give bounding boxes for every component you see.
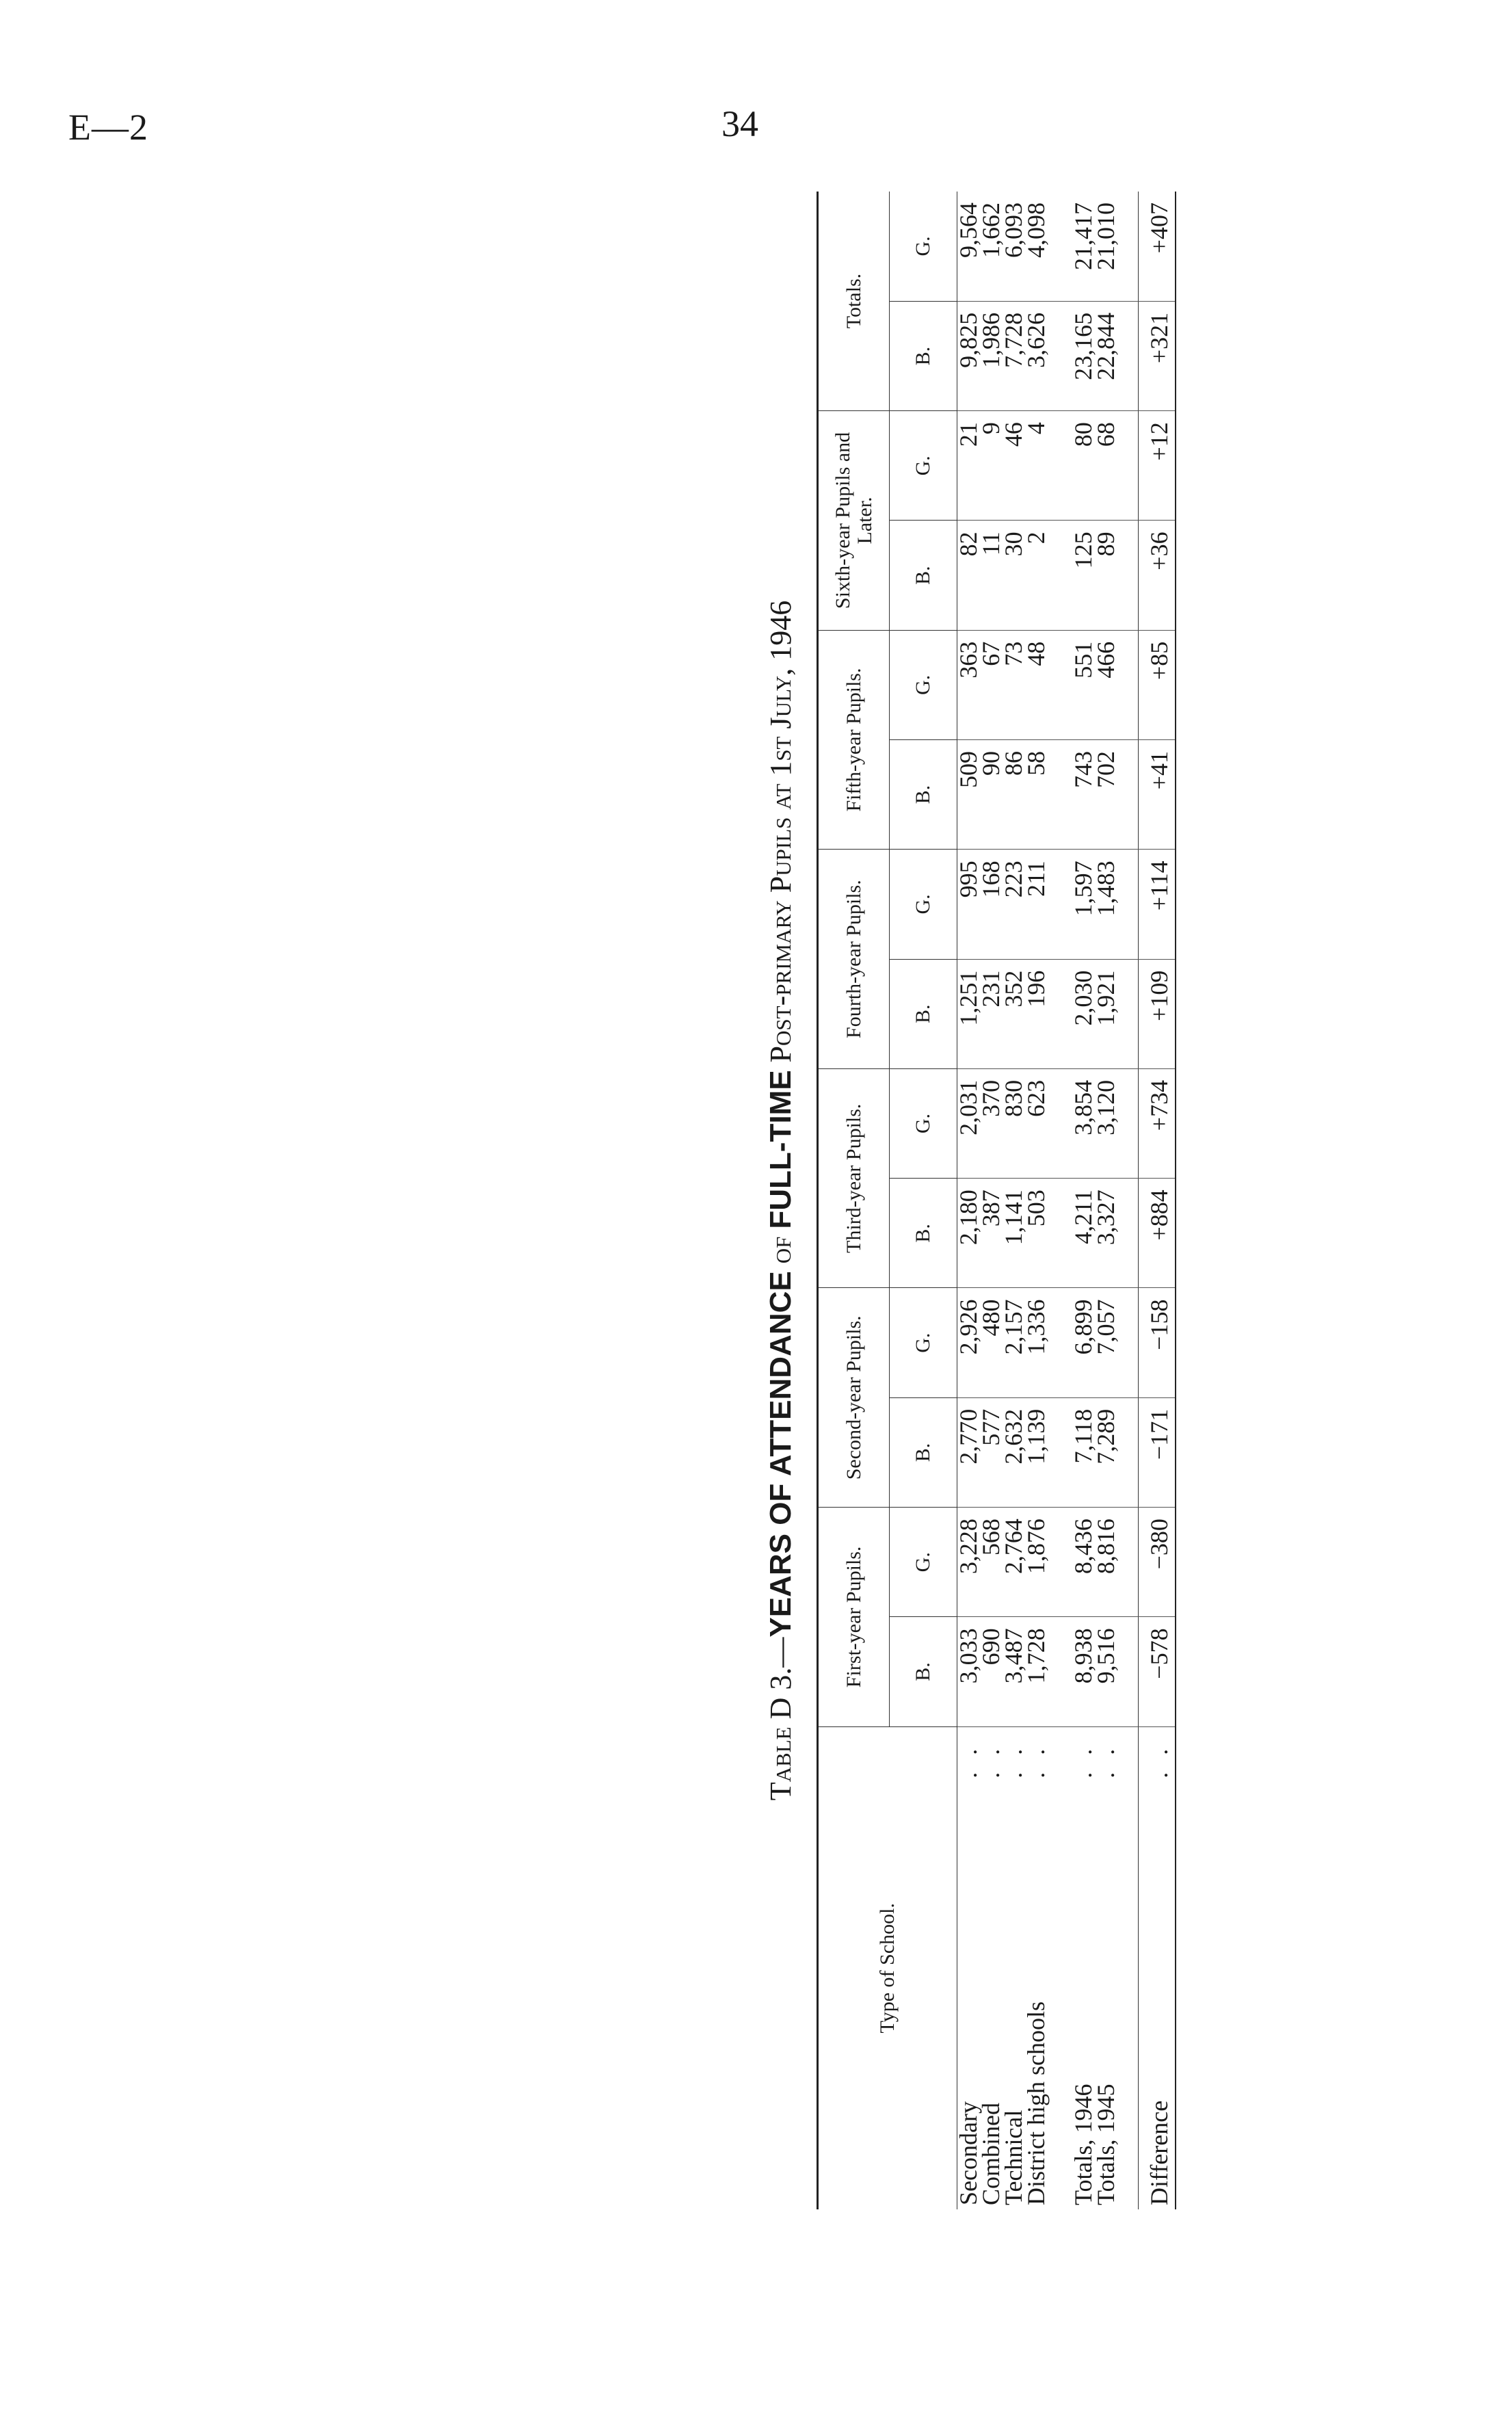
value-cell: +41 xyxy=(1139,740,1176,850)
value-cell: 58 xyxy=(1025,740,1048,850)
table-body xyxy=(957,192,1176,2209)
school-type-label: Difference xyxy=(1145,2100,1173,2205)
value-cell: 551 xyxy=(1068,630,1095,739)
page-reference: E—2 xyxy=(68,107,148,148)
value-cell: 211 xyxy=(1025,850,1048,959)
group-header: Totals. xyxy=(818,192,890,411)
table-title-prefix: Table D 3.— xyxy=(764,1637,797,1801)
girls-header: G. xyxy=(890,850,957,959)
value-cell: 1,597 xyxy=(1068,850,1095,959)
value-cell: 80 xyxy=(1068,411,1095,521)
table-title-of: of xyxy=(764,1228,797,1272)
value-cell: 995 xyxy=(957,850,981,959)
value-cell: 9 xyxy=(980,411,1003,521)
boys-header: B. xyxy=(890,740,957,850)
attendance-table xyxy=(817,192,1176,2209)
value-cell: 21,010 xyxy=(1095,192,1117,301)
value-cell: 568 xyxy=(980,1508,1003,1617)
girls-header: G. xyxy=(890,1068,957,1178)
girls-header: G. xyxy=(890,411,957,521)
spacer-cell xyxy=(1117,1397,1139,1507)
spacer-cell xyxy=(1048,850,1068,959)
spacer-cell xyxy=(1048,1397,1068,1507)
leader-dots: . . xyxy=(955,1743,982,1778)
value-cell: 480 xyxy=(980,1288,1003,1397)
spacer-cell xyxy=(1117,411,1139,521)
table-row xyxy=(1139,192,1176,2209)
value-cell: 21,417 xyxy=(1068,192,1095,301)
value-cell: 2,180 xyxy=(957,1179,981,1288)
boys-header: B. xyxy=(890,1397,957,1507)
table-row xyxy=(957,192,981,2209)
value-cell: 196 xyxy=(1025,959,1048,1068)
value-cell: 7,289 xyxy=(1095,1397,1117,1507)
value-cell: 223 xyxy=(1003,850,1025,959)
value-cell: 623 xyxy=(1025,1068,1048,1178)
spacer-cell xyxy=(1048,301,1068,410)
spacer-cell xyxy=(1117,1726,1139,2209)
value-cell: 1,662 xyxy=(980,192,1003,301)
spacer-cell xyxy=(1117,959,1139,1068)
school-type-cell xyxy=(1092,1726,1119,2209)
value-cell: 1,139 xyxy=(1025,1397,1048,1507)
boys-header: B. xyxy=(890,521,957,630)
spacer-cell xyxy=(1048,521,1068,630)
value-cell: 1,921 xyxy=(1095,959,1117,1068)
value-cell: 1,483 xyxy=(1095,850,1117,959)
leader-dots: . . xyxy=(1070,1743,1097,1778)
school-type-label: Totals, 1945 xyxy=(1092,2084,1119,2205)
value-cell: 48 xyxy=(1025,630,1048,739)
value-cell: +12 xyxy=(1139,411,1176,521)
value-cell: 702 xyxy=(1095,740,1117,850)
value-cell: 90 xyxy=(980,740,1003,850)
group-header: First-year Pupils. xyxy=(818,1508,890,1727)
value-cell: 363 xyxy=(957,630,981,739)
value-cell: 1,141 xyxy=(1003,1179,1025,1288)
value-cell: 2,770 xyxy=(957,1397,981,1507)
value-cell: 830 xyxy=(1003,1068,1025,1178)
value-cell: 2,157 xyxy=(1003,1288,1025,1397)
girls-header: G. xyxy=(890,1288,957,1397)
value-cell: 68 xyxy=(1095,411,1117,521)
spacer-cell xyxy=(1117,630,1139,739)
value-cell: 7,728 xyxy=(1003,301,1025,410)
value-cell: 23,165 xyxy=(1068,301,1095,410)
value-cell: 67 xyxy=(980,630,1003,739)
table-title-heading-2: FULL-TIME xyxy=(764,1070,797,1229)
value-cell: 370 xyxy=(980,1068,1003,1178)
value-cell: 2 xyxy=(1025,521,1048,630)
spacer-cell xyxy=(1048,1726,1068,2209)
value-cell: 22,844 xyxy=(1095,301,1117,410)
value-cell: 387 xyxy=(980,1179,1003,1288)
value-cell: 3,327 xyxy=(1095,1179,1117,1288)
value-cell: 9,516 xyxy=(1095,1617,1117,1726)
spacer-cell xyxy=(1048,192,1068,301)
value-cell: −578 xyxy=(1139,1617,1176,1726)
value-cell: 3,033 xyxy=(957,1617,981,1726)
value-cell: 231 xyxy=(980,959,1003,1068)
school-type-label: Technical xyxy=(1000,2110,1027,2205)
value-cell: 86 xyxy=(1003,740,1025,850)
table-title xyxy=(754,192,808,2209)
value-cell: 89 xyxy=(1095,521,1117,630)
value-cell: 4,098 xyxy=(1025,192,1048,301)
group-header: Fourth-year Pupils. xyxy=(818,850,890,1069)
spacer-row xyxy=(1048,192,1068,2209)
spacer-row xyxy=(1117,192,1139,2209)
boys-header: B. xyxy=(890,959,957,1068)
page-number: 34 xyxy=(721,103,758,144)
leader-dots: . . xyxy=(1145,1743,1173,1778)
group-header: Fifth-year Pupils. xyxy=(818,630,890,850)
value-cell: 577 xyxy=(980,1397,1003,1507)
boys-header: B. xyxy=(890,301,957,410)
value-cell: 3,120 xyxy=(1095,1068,1117,1178)
value-cell: 168 xyxy=(980,850,1003,959)
table-row xyxy=(1025,192,1048,2209)
value-cell: 3,854 xyxy=(1068,1068,1095,1178)
table-row xyxy=(1095,192,1117,2209)
group-header: Third-year Pupils. xyxy=(818,1068,890,1288)
value-cell: 2,764 xyxy=(1003,1508,1025,1617)
value-cell: +734 xyxy=(1139,1068,1176,1178)
boys-header: B. xyxy=(890,1179,957,1288)
value-cell: 4 xyxy=(1025,411,1048,521)
value-cell: 6,899 xyxy=(1068,1288,1095,1397)
leader-dots: . . xyxy=(1022,1743,1050,1778)
value-cell: +321 xyxy=(1139,301,1176,410)
value-cell: −158 xyxy=(1139,1288,1176,1397)
spacer-cell xyxy=(1117,192,1139,301)
boys-header: B. xyxy=(890,1617,957,1726)
value-cell: 4,211 xyxy=(1068,1179,1095,1288)
value-cell: +407 xyxy=(1139,192,1176,301)
value-cell: 466 xyxy=(1095,630,1117,739)
table-title-suffix: Post-primary Pupils at 1st July, 1946 xyxy=(764,600,797,1070)
value-cell: 11 xyxy=(980,521,1003,630)
value-cell: 73 xyxy=(1003,630,1025,739)
value-cell: 8,938 xyxy=(1068,1617,1095,1726)
value-cell: 7,057 xyxy=(1095,1288,1117,1397)
table-row xyxy=(1068,192,1095,2209)
spacer-cell xyxy=(1048,411,1068,521)
school-type-cell xyxy=(1022,1726,1050,2209)
spacer-cell xyxy=(1048,740,1068,850)
spacer-cell xyxy=(1048,630,1068,739)
value-cell: 1,336 xyxy=(1025,1288,1048,1397)
value-cell: +85 xyxy=(1139,630,1176,739)
value-cell: −380 xyxy=(1139,1508,1176,1617)
value-cell: 21 xyxy=(957,411,981,521)
value-cell: 82 xyxy=(957,521,981,630)
leader-dots: . . xyxy=(977,1743,1005,1778)
spacer-cell xyxy=(1048,1179,1068,1288)
value-cell: 6,093 xyxy=(1003,192,1025,301)
value-cell: +36 xyxy=(1139,521,1176,630)
value-cell: 743 xyxy=(1068,740,1095,850)
spacer-cell xyxy=(1117,850,1139,959)
school-type-label: Combined xyxy=(977,2103,1005,2205)
school-type-label: District high schools xyxy=(1022,2001,1050,2205)
value-cell: 3,487 xyxy=(1003,1617,1025,1726)
value-cell: 9,564 xyxy=(957,192,981,301)
school-type-label: Secondary xyxy=(955,2101,982,2205)
girls-header: G. xyxy=(890,192,957,301)
spacer-cell xyxy=(1117,521,1139,630)
group-header: Second-year Pupils. xyxy=(818,1288,890,1508)
spacer-cell xyxy=(1048,1508,1068,1617)
group-header: Sixth-year Pupils and Later. xyxy=(818,411,890,631)
spacer-cell xyxy=(1117,1288,1139,1397)
value-cell: 3,626 xyxy=(1025,301,1048,410)
table-title-heading: YEARS OF ATTENDANCE xyxy=(764,1271,797,1638)
value-cell: 8,436 xyxy=(1068,1508,1095,1617)
value-cell: 352 xyxy=(1003,959,1025,1068)
value-cell: +884 xyxy=(1139,1179,1176,1288)
value-cell: 2,632 xyxy=(1003,1397,1025,1507)
spacer-cell xyxy=(1048,959,1068,1068)
spacer-cell xyxy=(1117,1179,1139,1288)
value-cell: 2,031 xyxy=(957,1068,981,1178)
school-type-label: Totals, 1946 xyxy=(1070,2084,1097,2205)
spacer-cell xyxy=(1117,301,1139,410)
value-cell: +114 xyxy=(1139,850,1176,959)
value-cell: 503 xyxy=(1025,1179,1048,1288)
value-cell: 125 xyxy=(1068,521,1095,630)
value-cell: 509 xyxy=(957,740,981,850)
spacer-cell xyxy=(1117,1068,1139,1178)
value-cell: 46 xyxy=(1003,411,1025,521)
leader-dots: . . xyxy=(1000,1743,1027,1778)
spacer-cell xyxy=(1048,1068,1068,1178)
school-type-cell xyxy=(1139,1726,1176,2209)
value-cell: 1,986 xyxy=(980,301,1003,410)
value-cell: 3,228 xyxy=(957,1508,981,1617)
girls-header: G. xyxy=(890,630,957,739)
spacer-cell xyxy=(1117,740,1139,850)
value-cell: 7,118 xyxy=(1068,1397,1095,1507)
value-cell: +109 xyxy=(1139,959,1176,1068)
type-of-school-header: Type of School. xyxy=(818,1726,957,2209)
value-cell: 1,251 xyxy=(957,959,981,1068)
value-cell: 9,825 xyxy=(957,301,981,410)
spacer-cell xyxy=(1048,1288,1068,1397)
value-cell: 1,876 xyxy=(1025,1508,1048,1617)
value-cell: 8,816 xyxy=(1095,1508,1117,1617)
girls-header: G. xyxy=(890,1508,957,1617)
value-cell: −171 xyxy=(1139,1397,1176,1507)
school-type-cell xyxy=(1068,1726,1095,2209)
spacer-cell xyxy=(1117,1617,1139,1726)
rotated-table-block xyxy=(754,192,1287,2209)
school-type-cell xyxy=(957,1726,981,2209)
value-cell: 2,030 xyxy=(1068,959,1095,1068)
spacer-cell xyxy=(1048,1617,1068,1726)
leader-dots: . . xyxy=(1092,1743,1119,1778)
value-cell: 1,728 xyxy=(1025,1617,1048,1726)
value-cell: 690 xyxy=(980,1617,1003,1726)
spacer-cell xyxy=(1117,1508,1139,1617)
value-cell: 2,926 xyxy=(957,1288,981,1397)
value-cell: 30 xyxy=(1003,521,1025,630)
